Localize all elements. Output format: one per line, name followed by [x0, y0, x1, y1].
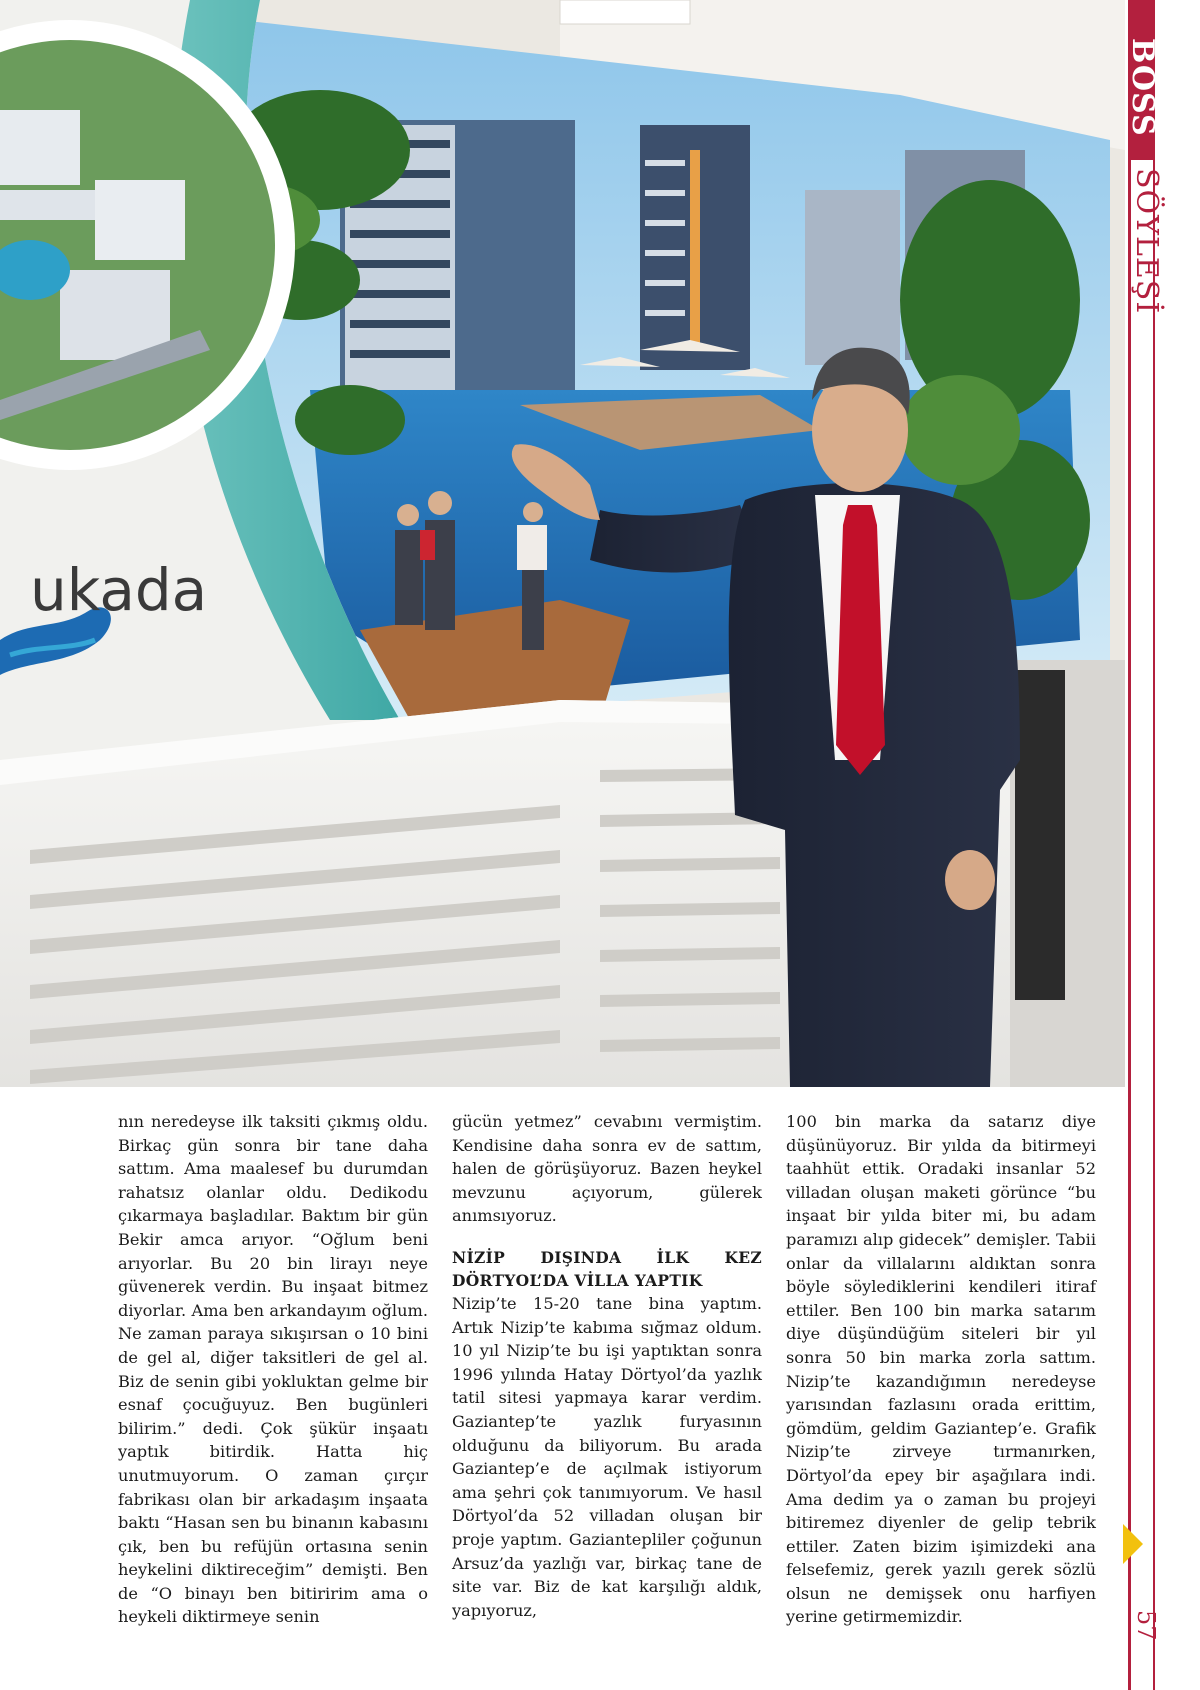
section-label: SÖYLEŞİ: [1129, 168, 1164, 315]
article-column-1: [118, 1110, 428, 1629]
banner-logo-text: ukada: [30, 556, 208, 624]
section-heading: NİZİP DIŞINDA İLK KEZ DÖRTYOL’DA VİLLA YAPTIK: [452, 1247, 762, 1290]
paragraph: 100 bin marka da satarız diye düşünüyoruz. Bir yılda da bitirmeyi taahhüt ettik. Oradaki insanlar 52 villadan oluşan maketi görünce “bu inşaat bir yılda biter mi, bu adam paramızı alıp gidecek” demişler. Tabii onlar da villalarını aldıktan sonra böyle söylediklerini kendileri itiraf ettiler. Ben 100 bin marka satarım diye düşündüğüm siteleri bir yıl sonra 50 bin marka zorla sattım. Nizip’te kazandığımın neredeyse yarısından fazlasını orada erittim, gömdüm, geldim Gaziantep’e. Grafik Nizip’te zirveye tırmanırken, Dörtyol’da epey bir aşağılara indi. Ama dedim ya o zaman bu projeyi bitiremez diyenler de gelip tebrik ettiler. Zaten bizim işimizdeki ana felsefemiz, gerek yazılı gerek sözlü olsun ne demişsek onu harfiyen yerine getirmemizdir.: [786, 1112, 1096, 1627]
paragraph: gücün yetmez” cevabını vermiştim. Kendisine daha sonra ev de sattım, halen de görüşüyoruz. Bazen heykel mevzunu açıyorum, gülerek anımsıyoruz.: [452, 1112, 762, 1226]
article-column-2: [452, 1110, 762, 1622]
paragraph: Nizip’te 15-20 tane bina yaptım. Artık Nizip’te kabıma sığmaz oldum. 10 yıl Nizip’te bu işi yaptıktan sonra 1996 yılında Hatay Dörtyol’da yazlık tatil sitesi yapmaya karar verdim. Gaziantep’te yazlık furyasının olduğunu da biliyorum. Bu arada Gaziantep’e de açılmak istiyorum ama şehri çok tanımıyorum. Ve hasıl Dörtyol’da 52 villadan oluşan bir proje yaptım. Gaziantepliler çoğunun Arsuz’da yazlığı var, birkaç tane de site var. Biz de kat karşılığı aldık, yapıyoruz,: [452, 1293, 762, 1620]
page-number: 57: [1132, 1610, 1160, 1641]
paragraph: nın neredeyse ilk taksiti çıkmış oldu. Birkaç gün sonra bir tane daha sattım. Ama maalesef bu durumdan rahatsız olanlar oldu. Dedikodu çıkarmaya başladılar. Baktım bir gün Bekir amca arıyor. “Oğlum beni arıyorlar. Bu 20 bin lirayı neye güvenerek verdin. Bu inşaat bitmez diyorlar. Ama ben arkandayım oğlum. Ne zaman paraya sıkışırsan o 10 bini de gel al, diğer taksitleri de gel al. Biz de senin gibi yokluktan gelme bir esnaf çocuğuyuz. Ben bugünleri bilirim.” dedi. Çok şükür inşaatı yaptık bitirdik. Hatta hiç unutmuyorum. O zaman çırçır fabrikası olan bir arkadaşım inşaata baktı “Hasan sen bu binanın kabasını çık, ben bu refüjün ortasına senin heykelini diktireceğim” demişti. Ben de “O binayı ben bitiririm ama o heykeli diktirmeye senin: [118, 1112, 428, 1627]
article-column-3: [786, 1110, 1096, 1629]
brand-label: BOSS: [1125, 38, 1160, 137]
triangle-arrow-right-icon: [1123, 1524, 1143, 1564]
